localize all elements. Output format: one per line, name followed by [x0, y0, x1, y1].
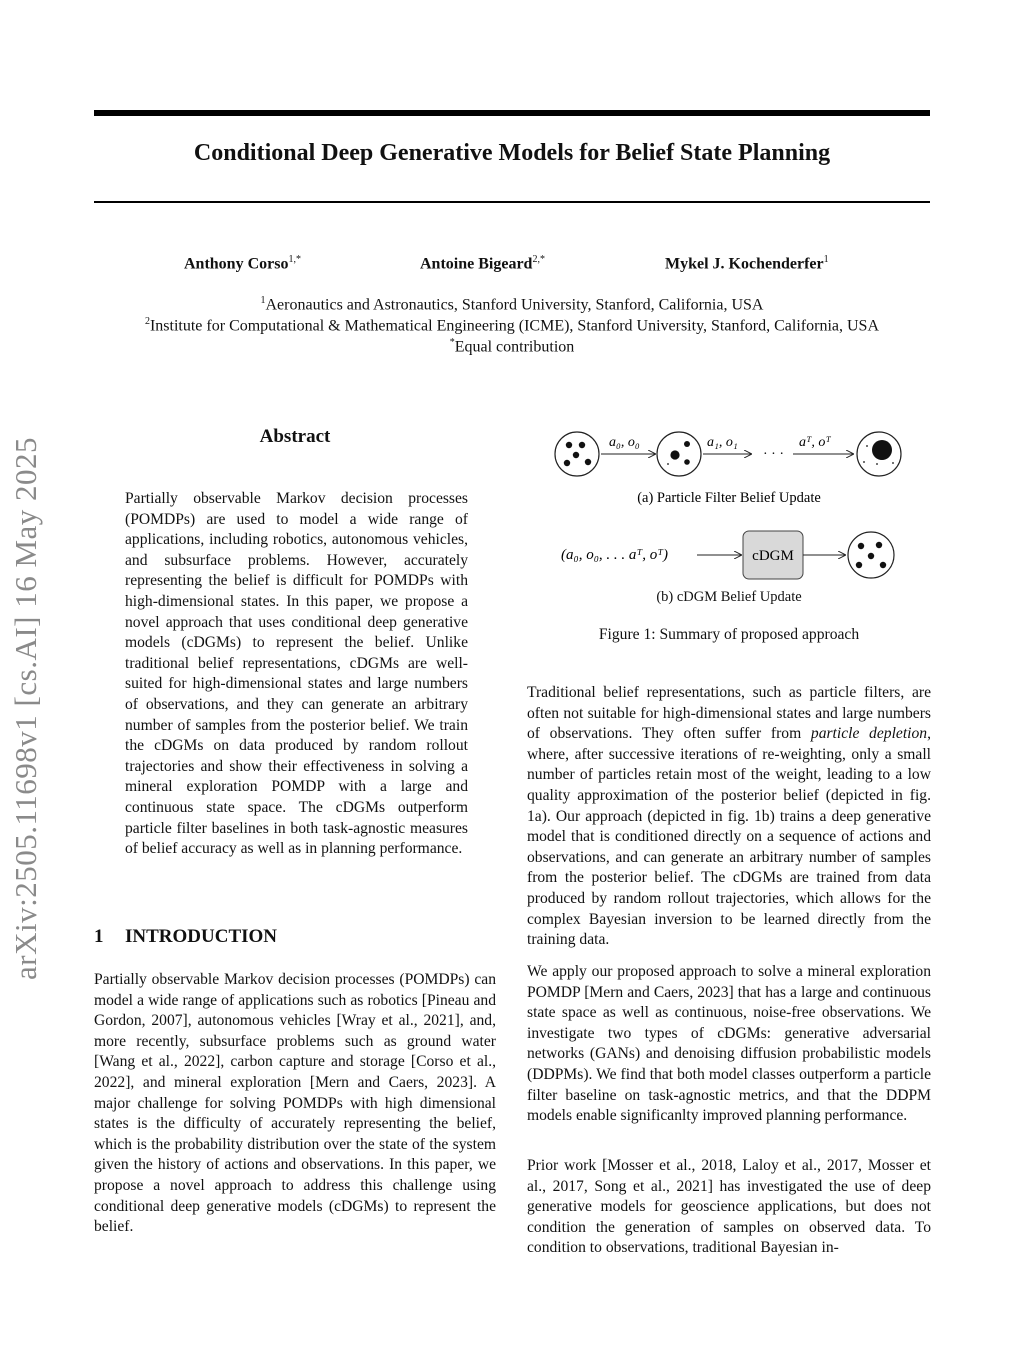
right-paragraph-3: Prior work [Mosser et al., 2018, Laloy et al., 2017, Mosser et al., 2017, Song et al., 2021] has investigated the use of deep generative models for geoscience applications, but does not condition the generation of samples on observed data. To condition to observations, traditional Bayesian in- — [527, 1157, 931, 1257]
title-rule-bottom — [94, 201, 930, 203]
label-ellipsis: · · · — [763, 447, 784, 462]
equal-contribution-note: *Equal contribution — [449, 337, 575, 356]
belief-circle-output — [848, 532, 894, 578]
title-rule-top — [94, 110, 930, 116]
belief-circle-T — [857, 432, 901, 476]
caption-b: (b) cDGM Belief Update — [656, 589, 802, 605]
figure-1-caption: Figure 1: Summary of proposed approach — [598, 626, 860, 643]
right-paragraph-2: We apply our proposed approach to solve a mineral exploration POMDP [Mern and Caers, 2023] that has a large and continuous state space as well as continuous, noise-free observations. We investigate two types of cDGMs: generative adversarial networks (GANs) and denoising diffusion probabilistic models (DDPMs). We find that both model classes outperform a particle filter baseline on task-agnostic metrics, and that the DDPM models enable significanlty improved planning performance. — [527, 963, 931, 1125]
author-2: Antoine Bigeard$^{2,*}$ — [420, 254, 545, 273]
label-aT-oT: aᵀ, oᵀ — [799, 435, 831, 450]
sequence-label: (a₀, o₀, . . . aᵀ, oᵀ) — [561, 547, 669, 563]
label-a1-o1: a₁, o₁ — [707, 435, 738, 450]
abstract-text: Partially observable Markov decision processes (POMDPs) are used to model a wide range of applications, including robotics, autonomous vehicles, and subsurface problems. However, accurately representing the belief is difficult for POMDPs with high-dimensional states. In this paper, we propose a novel approach that uses conditional deep generative models (cDGMs) to represent the belief. Unlike traditional belief representations, cDGMs are well-suited for high-dimensional states and large numbers of observations, and they can generate an arbitrary number of samples from the posterior belief. We train the cDGMs on data produced by random rollout trajectories and show their effectiveness in solving a mineral exploration POMDP with a large and continuous state space. The cDGMs outperform particle filter baselines in both task-agnostic measures of belief accuracy as well as in planning performance. — [125, 490, 468, 858]
arxiv-identifier: arXiv:2505.11698v1 [cs.AI] 16 May 2025 — [8, 436, 43, 980]
affiliation-2: $^2$Institute for Computational & Mathematical Engineering (ICME), Stanford University, Stanford, California, USA — [144, 316, 880, 335]
belief-circle-1 — [657, 432, 701, 476]
author-1: Anthony Corso$^{1,*}$ — [184, 254, 301, 273]
caption-a: (a) Particle Filter Belief Update — [637, 490, 821, 506]
right-paragraph-1: Traditional belief representations, such as particle filters, are often not suitable for high-dimensional states and large numbers of observations. They often suffer from particle depletion, where, after successive iterations of re-weighting, only a small number of particles retain most of the weight, leading to a low quality approximation of the posterior belief (depicted in fig. 1a). Our approach (depicted in fig. 1b) trains a deep generative model that is conditioned directly on a sequence of actions and observations, and can generate an arbitrary number of samples from the posterior belief. The cDGMs are trained from data produced by random rollout trajectories, which allows for the complex Bayesian inversion to be learned directly from the training data. — [527, 684, 931, 949]
author-3: Mykel J. Kochenderfer$^1$ — [665, 254, 829, 273]
paper-title: Conditional Deep Generative Models for Belief State Planning — [193, 140, 831, 166]
belief-circle-0 — [555, 432, 599, 476]
affiliation-1: $^1$Aeronautics and Astronautics, Stanford University, Stanford, California, USA — [260, 295, 764, 314]
figure-1-diagram — [527, 420, 931, 590]
introduction-paragraph: Partially observable Markov decision processes (POMDPs) can model a wide range of applications such as robotics [Pineau and Gordon, 2007], autonomous vehicles [Wray et al., 2021], and, more recently, subsurface problems such as ground water [Wang et al., 2022], carbon capture and storage [Corso et al., 2022], and mineral exploration [Mern and Caers, 2023]. A major challenge for solving POMDPs with high dimensional states is the difficulty of accurately representing the belief, which is the probability distribution over the state of the system given the history of actions and observations. In this paper, we propose a novel approach to address this challenge using conditional deep generative models (cDGMs) to represent the belief. — [94, 971, 496, 1236]
cdgm-label: cDGM — [752, 548, 794, 564]
label-a0-o0: a₀, o₀ — [609, 435, 640, 450]
section-heading-introduction: 1 INTRODUCTION — [94, 926, 278, 947]
abstract-heading: Abstract — [259, 426, 331, 447]
